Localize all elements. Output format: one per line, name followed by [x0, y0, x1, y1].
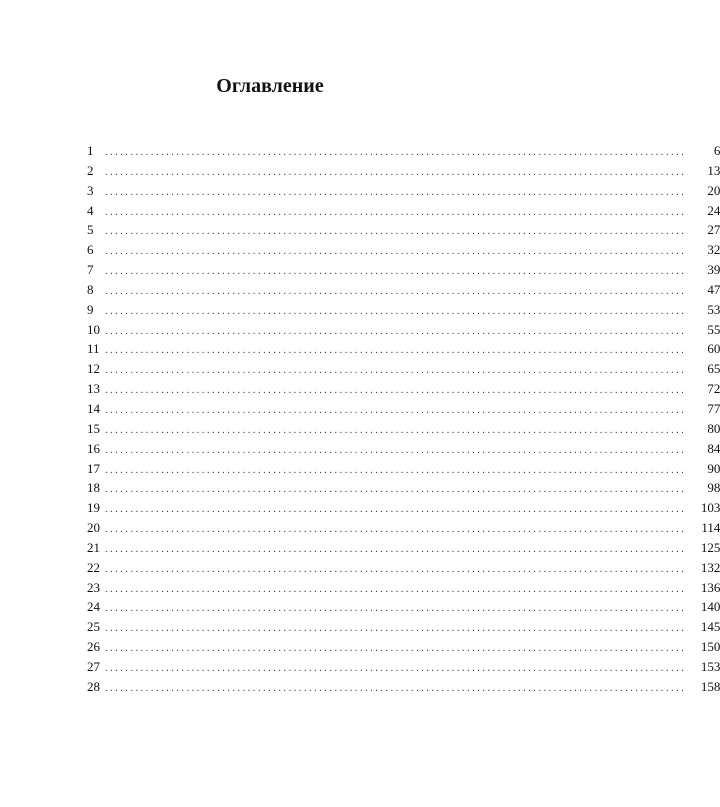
- toc-dot-leader: ..................................................................................................................: [105, 186, 687, 198]
- toc-dot-leader: ..................................................................................................................: [105, 226, 687, 238]
- toc-entry-page: 39: [707, 262, 720, 278]
- toc-entry-page: 103: [700, 500, 720, 516]
- toc-entry-page: 150: [700, 639, 720, 655]
- toc-entry-number: 15: [87, 420, 100, 436]
- toc-entry-number: 9: [87, 301, 94, 317]
- toc-entry[interactable]: [87, 538, 720, 558]
- page-title: Оглавление: [216, 75, 324, 97]
- toc-entry-page: 13: [707, 162, 720, 178]
- toc-entry-page: 80: [707, 420, 720, 436]
- toc-dot-leader: ..................................................................................................................: [105, 246, 687, 258]
- toc-dot-leader: ..................................................................................................................: [105, 524, 687, 536]
- toc-entry-page: 90: [707, 460, 720, 476]
- toc-dot-leader: ..................................................................................................................: [105, 662, 687, 674]
- toc-dot-leader: ..................................................................................................................: [105, 682, 687, 694]
- toc-entry-number: 17: [87, 460, 100, 476]
- toc-entry-number: 20: [87, 520, 100, 536]
- toc-entry-page: 55: [707, 321, 720, 337]
- toc-entry-page: 125: [700, 539, 720, 555]
- toc-entry[interactable]: [87, 617, 720, 637]
- toc-dot-leader: ..................................................................................................................: [105, 345, 687, 357]
- toc-entry-number: 8: [87, 281, 94, 297]
- toc-entry-number: 22: [87, 559, 100, 575]
- toc-entry-page: 6: [713, 143, 720, 158]
- toc-entry-number: 26: [87, 639, 100, 655]
- toc-dot-leader: ..................................................................................................................: [105, 543, 687, 555]
- toc-entry[interactable]: [87, 320, 720, 340]
- toc-dot-leader: ..................................................................................................................: [105, 643, 687, 655]
- toc-entry-page: 24: [707, 202, 720, 218]
- toc-entry-number: 27: [87, 658, 100, 674]
- toc-entry[interactable]: [87, 597, 720, 617]
- toc-dot-leader: ..................................................................................................................: [105, 385, 687, 397]
- toc-dot-leader: ..................................................................................................................: [105, 305, 687, 317]
- toc-dot-leader: ..................................................................................................................: [105, 424, 687, 436]
- toc-entry[interactable]: [87, 498, 720, 518]
- toc-entry-number: 10: [87, 321, 100, 337]
- toc-entry-page: 20: [707, 182, 720, 198]
- toc-dot-leader: ..................................................................................................................: [105, 147, 687, 158]
- toc-dot-leader: ..................................................................................................................: [105, 484, 687, 496]
- toc-entry-page: 72: [707, 381, 720, 397]
- toc-dot-leader: ..................................................................................................................: [105, 206, 687, 218]
- toc-entry-page: 32: [707, 242, 720, 258]
- toc-entry-page: 84: [707, 440, 720, 456]
- toc-entry[interactable]: [87, 439, 720, 459]
- toc-dot-leader: ..................................................................................................................: [105, 464, 687, 476]
- toc-entry-number: 16: [87, 440, 100, 456]
- toc-dot-leader: ..................................................................................................................: [105, 603, 687, 615]
- toc-entry[interactable]: [87, 240, 720, 260]
- toc-entry[interactable]: [87, 558, 720, 578]
- toc-entry-number: 4: [87, 202, 94, 218]
- toc-entry[interactable]: [87, 220, 720, 240]
- toc-dot-leader: ..................................................................................................................: [105, 266, 687, 278]
- toc-entry[interactable]: [87, 478, 720, 498]
- toc-entry[interactable]: [87, 161, 720, 181]
- toc-dot-leader: ..................................................................................................................: [105, 404, 687, 416]
- toc-entry-page: 77: [707, 400, 720, 416]
- toc-entry-page: 53: [707, 301, 720, 317]
- toc-entry-number: 25: [87, 619, 100, 635]
- toc-entry-number: 13: [87, 381, 100, 397]
- toc-dot-leader: ..................................................................................................................: [105, 623, 687, 635]
- toc-entry-page: 114: [701, 520, 720, 536]
- toc-entry[interactable]: [87, 578, 720, 598]
- toc-entry[interactable]: [87, 677, 720, 697]
- toc-entry-page: 27: [707, 222, 720, 238]
- toc-entry-number: 11: [87, 341, 100, 357]
- toc-entry-page: 145: [700, 619, 720, 635]
- toc-entry[interactable]: [87, 260, 720, 280]
- toc-entry-number: 1: [87, 143, 94, 158]
- toc-dot-leader: ..................................................................................................................: [105, 444, 687, 456]
- toc-dot-leader: ..................................................................................................................: [105, 166, 687, 178]
- toc-entry[interactable]: [87, 379, 720, 399]
- toc-entry[interactable]: [87, 459, 720, 479]
- toc-dot-leader: ..................................................................................................................: [105, 583, 687, 595]
- toc-entry[interactable]: [87, 518, 720, 538]
- toc-entry[interactable]: [87, 637, 720, 657]
- toc-entry[interactable]: [87, 280, 720, 300]
- toc-dot-leader: ..................................................................................................................: [105, 365, 687, 377]
- toc-entry-number: 28: [87, 678, 100, 694]
- toc-entry[interactable]: [87, 657, 720, 677]
- toc-entry-number: 19: [87, 500, 100, 516]
- toc-dot-leader: ..................................................................................................................: [105, 325, 687, 337]
- toc-entry-number: 23: [87, 579, 100, 595]
- toc-entry-page: 98: [707, 480, 720, 496]
- toc-dot-leader: ..................................................................................................................: [105, 285, 687, 297]
- toc-entry[interactable]: [87, 399, 720, 419]
- table-of-contents: [87, 141, 720, 697]
- toc-entry[interactable]: [87, 141, 720, 161]
- toc-entry-number: 24: [87, 599, 100, 615]
- toc-entry-page: 65: [707, 361, 720, 377]
- toc-entry[interactable]: [87, 300, 720, 320]
- toc-entry-page: 153: [700, 658, 720, 674]
- toc-dot-leader: ..................................................................................................................: [105, 563, 687, 575]
- toc-entry-page: 60: [707, 341, 720, 357]
- toc-entry-number: 3: [87, 182, 94, 198]
- toc-entry-page: 140: [700, 599, 720, 615]
- toc-entry[interactable]: [87, 339, 720, 359]
- toc-entry[interactable]: [87, 419, 720, 439]
- toc-entry-number: 21: [87, 539, 100, 555]
- toc-entry-page: 132: [700, 559, 720, 575]
- toc-entry-number: 6: [87, 242, 94, 258]
- toc-entry-number: 12: [87, 361, 100, 377]
- toc-entry-page: 136: [700, 579, 720, 595]
- toc-dot-leader: ..................................................................................................................: [105, 504, 687, 516]
- toc-entry-number: 14: [87, 400, 100, 416]
- toc-entry-number: 7: [87, 262, 94, 278]
- toc-entry-page: 158: [700, 678, 720, 694]
- toc-entry-number: 18: [87, 480, 100, 496]
- toc-entry[interactable]: [87, 201, 720, 221]
- toc-entry-number: 5: [87, 222, 94, 238]
- toc-entry-page: 47: [707, 281, 720, 297]
- toc-entry[interactable]: [87, 359, 720, 379]
- toc-entry-number: 2: [87, 162, 94, 178]
- toc-entry[interactable]: [87, 181, 720, 201]
